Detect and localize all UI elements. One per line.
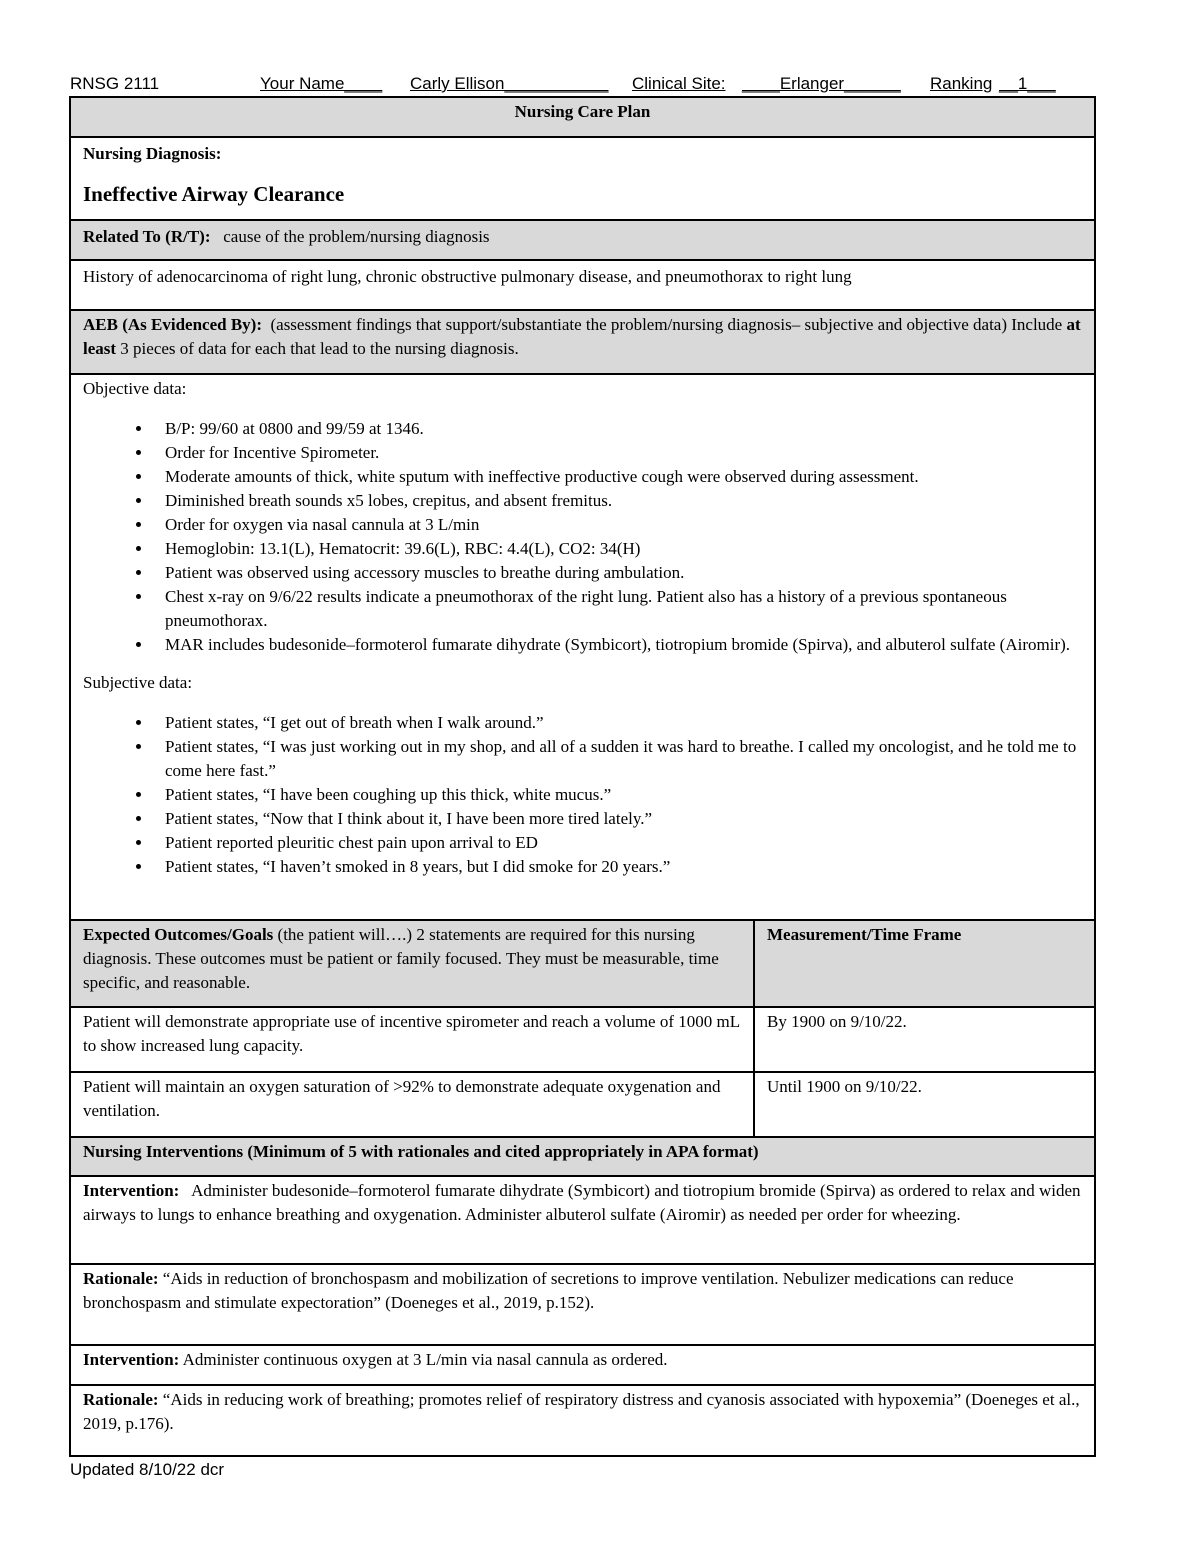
intervention-row bbox=[71, 1346, 1094, 1386]
intervention-row bbox=[71, 1177, 1094, 1265]
list-item: • Patient states, “I have been coughing up this thick, white mucus.” bbox=[153, 783, 1082, 807]
intervention-text: Administer budesonide–formoterol fumarate dihydrate (Symbicort) and tiotropium bromide (Spirva) as ordered to relax and widen airways to lungs to enhance breathing and oxygenation. Administer albuterol sulfate (Airomir) as needed per order for wheezing. bbox=[83, 1181, 1081, 1224]
list-item: • Diminished breath sounds x5 lobes, crepitus, and absent fremitus. bbox=[153, 489, 1082, 513]
list-item: • Patient states, “Now that I think about it, I have been more tired lately.” bbox=[153, 807, 1082, 831]
timeframe-label: Measurement/Time Frame bbox=[767, 925, 962, 944]
goal-text: Patient will demonstrate appropriate use of incentive spirometer and reach a volume of 1000 mL to show increased lung capacity. bbox=[71, 1008, 755, 1071]
name-label bbox=[260, 74, 382, 94]
aeb-header-row bbox=[71, 311, 1094, 375]
aeb-data-row bbox=[71, 375, 1094, 921]
aeb-hint-end: 3 pieces of data for each that lead to the nursing diagnosis. bbox=[120, 339, 519, 358]
care-plan-table bbox=[69, 96, 1096, 1457]
page-footer: Updated 8/10/22 dcr bbox=[70, 1460, 225, 1479]
related-to-value: History of adenocarcinoma of right lung, chronic obstructive pulmonary disease, and pneumothorax to right lung bbox=[83, 267, 852, 286]
related-to-label: Related To (R/T): bbox=[83, 227, 211, 246]
diagnosis-value: Ineffective Airway Clearance bbox=[83, 182, 345, 206]
interventions-header-row bbox=[71, 1138, 1094, 1177]
aeb-hint: (assessment findings that support/substantiate the problem/nursing diagnosis– subjective and objective data) Include bbox=[270, 315, 1063, 334]
list-item: • Chest x-ray on 9/6/22 results indicate a pneumothorax of the right lung. Patient also has a history of a previous spontaneous pneumothorax. bbox=[153, 585, 1082, 633]
course-code: RNSG 2111 bbox=[70, 74, 160, 93]
objective-data-label: Objective data: bbox=[83, 379, 187, 398]
subjective-data-label: Subjective data: bbox=[83, 673, 193, 692]
list-item: • Patient states, “I get out of breath when I walk around.” bbox=[153, 711, 1082, 735]
list-item: • MAR includes budesonide–formoterol fumarate dihydrate (Symbicort), tiotropium bromide (Spirva), and albuterol sulfate (Airomir). bbox=[153, 633, 1082, 657]
goal-text: Patient will maintain an oxygen saturation of >92% to demonstrate adequate oxygenation and ventilation. bbox=[71, 1073, 755, 1136]
outcomes-header-row bbox=[71, 921, 1094, 1008]
objective-data-list bbox=[83, 417, 1082, 657]
goal-row bbox=[71, 1008, 1094, 1073]
clinical-site-value: ____Erlanger______ bbox=[742, 74, 901, 93]
related-to-hint: cause of the problem/nursing diagnosis bbox=[223, 227, 490, 246]
list-item: • Patient was observed using accessory muscles to breathe during ambulation. bbox=[153, 561, 1082, 585]
name-label-text: Your Name____ bbox=[260, 74, 383, 93]
interventions-label: Nursing Interventions (Minimum of 5 with rationales and cited appropriately in APA format) bbox=[83, 1142, 759, 1161]
rationale-label: Rationale: bbox=[83, 1269, 159, 1288]
rationale-text: “Aids in reduction of bronchospasm and mobilization of secretions to improve ventilation. Nebulizer medications can reduce bronchospasm and stimulate expectoration” (Doeneges et al., 2019, p.152). bbox=[83, 1269, 1014, 1312]
rationale-row bbox=[71, 1265, 1094, 1346]
list-item: • Patient states, “I was just working out in my shop, and all of a sudden it was hard to breathe. I called my oncologist, and he told me to come here fast.” bbox=[153, 735, 1082, 783]
list-item: • Order for oxygen via nasal cannula at 3 L/min bbox=[153, 513, 1082, 537]
diagnosis-row bbox=[71, 138, 1094, 221]
rationale-label: Rationale: bbox=[83, 1390, 159, 1409]
goal-timeframe: By 1900 on 9/10/22. bbox=[767, 1012, 907, 1031]
related-to-value-row bbox=[71, 261, 1094, 311]
clinical-site-label: Clinical Site: bbox=[632, 74, 726, 93]
list-item: • Moderate amounts of thick, white sputum with ineffective productive cough were observed during assessment. bbox=[153, 465, 1082, 489]
intervention-label: Intervention: bbox=[83, 1350, 180, 1369]
outcomes-hint: (the patient will….) 2 statements are required for this nursing diagnosis. These outcomes must be patient or family focused. They must be measurable, time specific, and reasonable. bbox=[83, 925, 719, 992]
page-header bbox=[70, 74, 1100, 96]
list-item: • Patient states, “I haven’t smoked in 8 years, but I did smoke for 20 years.” bbox=[153, 855, 1082, 879]
outcomes-label: Expected Outcomes/Goals bbox=[83, 925, 274, 944]
ranking-label: Ranking bbox=[930, 74, 993, 93]
rationale-row bbox=[71, 1386, 1094, 1455]
diagnosis-label: Nursing Diagnosis: bbox=[83, 144, 222, 163]
goal-timeframe: Until 1900 on 9/10/22. bbox=[767, 1077, 922, 1096]
related-to-row bbox=[71, 221, 1094, 261]
subjective-data-list bbox=[83, 711, 1082, 879]
list-item: • Patient reported pleuritic chest pain upon arrival to ED bbox=[153, 831, 1082, 855]
plan-title-row bbox=[71, 98, 1094, 138]
list-item: • B/P: 99/60 at 0800 and 99/59 at 1346. bbox=[153, 417, 1082, 441]
intervention-text: Administer continuous oxygen at 3 L/min via nasal cannula as ordered. bbox=[182, 1350, 668, 1369]
list-item: • Hemoglobin: 13.1(L), Hematocrit: 39.6(L), RBC: 4.4(L), CO2: 34(H) bbox=[153, 537, 1082, 561]
ranking-value: __1___ bbox=[999, 74, 1056, 93]
outcomes-header bbox=[71, 921, 755, 1006]
intervention-label: Intervention: bbox=[83, 1181, 180, 1200]
list-item: • Order for Incentive Spirometer. bbox=[153, 441, 1082, 465]
aeb-hint-emphasis: at least bbox=[83, 315, 1081, 358]
goal-row bbox=[71, 1073, 1094, 1138]
plan-title: Nursing Care Plan bbox=[514, 102, 651, 121]
rationale-text: “Aids in reducing work of breathing; promotes relief of respiratory distress and cyanosis associated with hypoxemia” (Doeneges et al., 2019, p.176). bbox=[83, 1390, 1080, 1433]
student-name: Carly Ellison___________ bbox=[410, 74, 609, 93]
aeb-label: AEB (As Evidenced By): bbox=[83, 315, 262, 334]
